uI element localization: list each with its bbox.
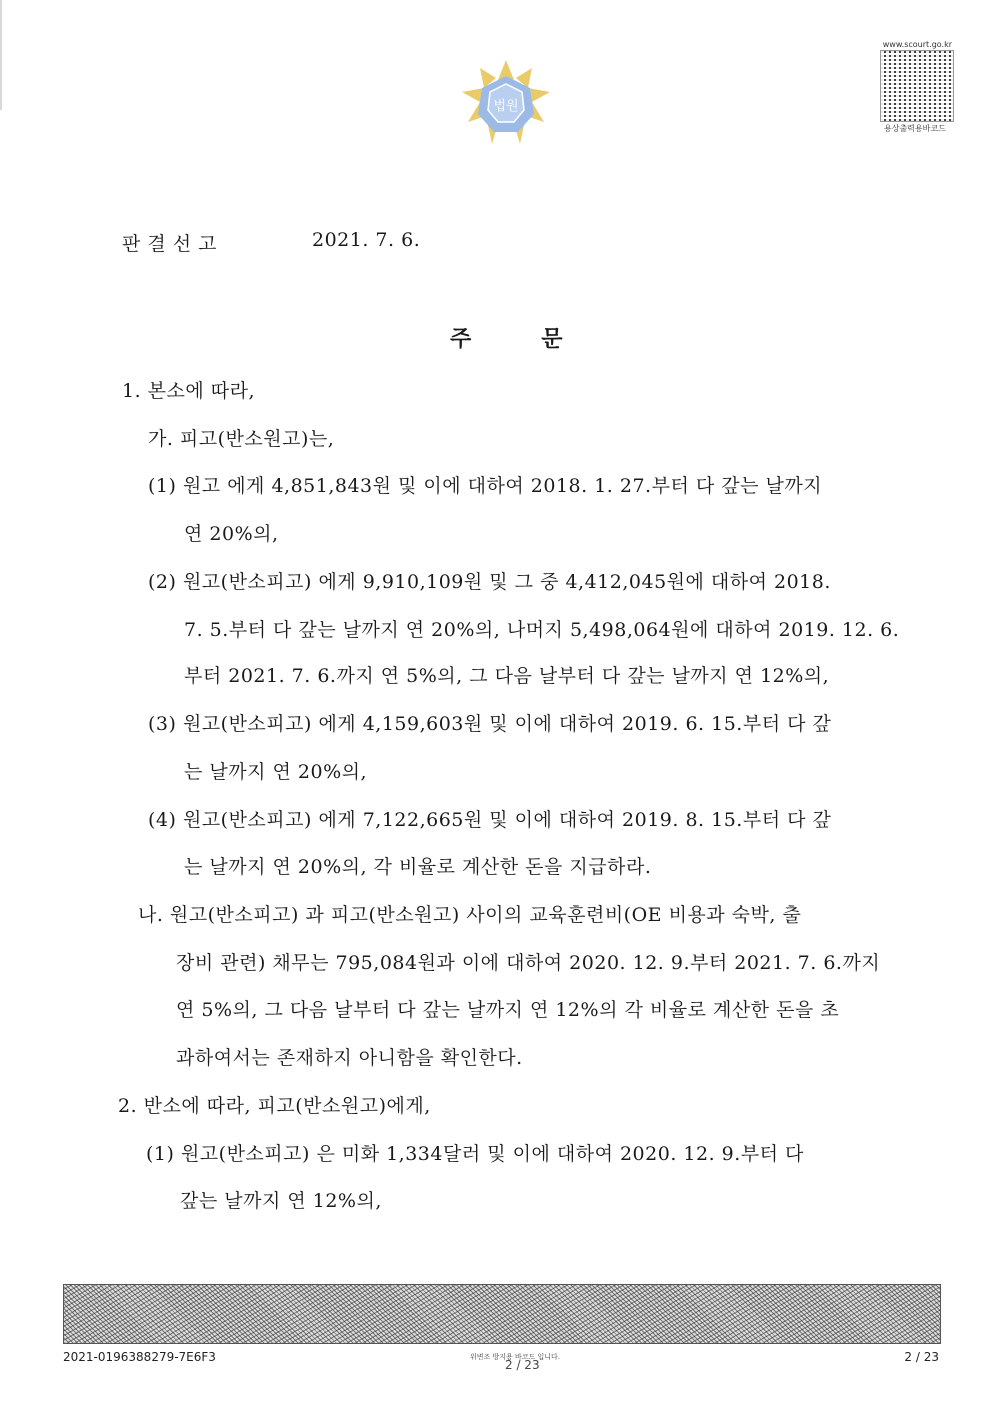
body-line: 는 날까지 연 20%의, (184, 761, 368, 783)
body-line: 연 5%의, 그 다음 날부터 다 갚는 날까지 연 12%의 각 비율로 계산한 돈을 초 (176, 999, 840, 1021)
body-line: (4) 원고(반소피고) 에게 7,122,665원 및 이에 대하여 2019. 8. 15.부터 다 갚 (148, 809, 832, 831)
barcode-warning: 위변조 방지용 바코드 입니다. (470, 1353, 561, 1361)
body-line: 장비 관련) 채무는 795,084원과 이에 대하여 2020. 12. 9.부터 2021. 7. 6.까지 (176, 952, 881, 974)
body-line: 과하여서는 존재하지 아니함을 확인한다. (176, 1047, 523, 1069)
page-number: 2 / 23 (904, 1350, 939, 1364)
decision-date: 2021. 7. 6. (312, 229, 421, 251)
body-line: (2) 원고(반소피고) 에게 9,910,109원 및 그 중 4,412,045원에 대하여 2018. (148, 571, 831, 593)
body-line: 부터 2021. 7. 6.까지 연 5%의, 그 다음 날부터 다 갚는 날까지 연 12%의, (184, 665, 830, 687)
body-line: 7. 5.부터 다 갚는 날까지 연 20%의, 나머지 5,498,064원에 대하여 2019. 12. 6. (184, 619, 900, 641)
court-emblem-icon (458, 58, 554, 148)
body-line: (3) 원고(반소피고) 에게 4,159,603원 및 이에 대하여 2019. 6. 15.부터 다 갚 (148, 713, 832, 735)
body-line: 연 20%의, (184, 523, 279, 545)
qr-url: www.scourt.go.kr (882, 40, 952, 49)
qr-caption: 용상출력용바코드 (884, 124, 946, 133)
scan-edge (0, 0, 2, 110)
body-line: 는 날까지 연 20%의, 각 비율로 계산한 돈을 지급하라. (184, 856, 652, 878)
body-line: 가. 피고(반소원고)는, (148, 428, 335, 450)
page-number-center: 2 / 23 (505, 1358, 540, 1372)
body-line: 2. 반소에 따라, 피고(반소원고)에게, (118, 1095, 431, 1117)
qr-code-icon (880, 50, 954, 122)
anti-forgery-barcode (63, 1284, 941, 1344)
decision-label: 판 결 선 고 (122, 233, 218, 255)
body-line: 나. 원고(반소피고) 과 피고(반소원고) 사이의 교육훈련비(OE 비용과 숙박, 출 (138, 904, 802, 926)
page-title: 주문 (450, 326, 633, 352)
document-id: 2021-0196388279-7E6F3 (63, 1350, 216, 1364)
body-line: (1) 원고 에게 4,851,843원 및 이에 대하여 2018. 1. 27.부터 다 갚는 날까지 (148, 475, 823, 497)
body-line: (1) 원고(반소피고) 은 미화 1,334달러 및 이에 대하여 2020. 12. 9.부터 다 (146, 1143, 804, 1165)
body-line: 1. 본소에 따라, (122, 380, 256, 402)
body-line: 갚는 날까지 연 12%의, (180, 1190, 382, 1212)
emblem-text: 법원 (493, 99, 519, 114)
